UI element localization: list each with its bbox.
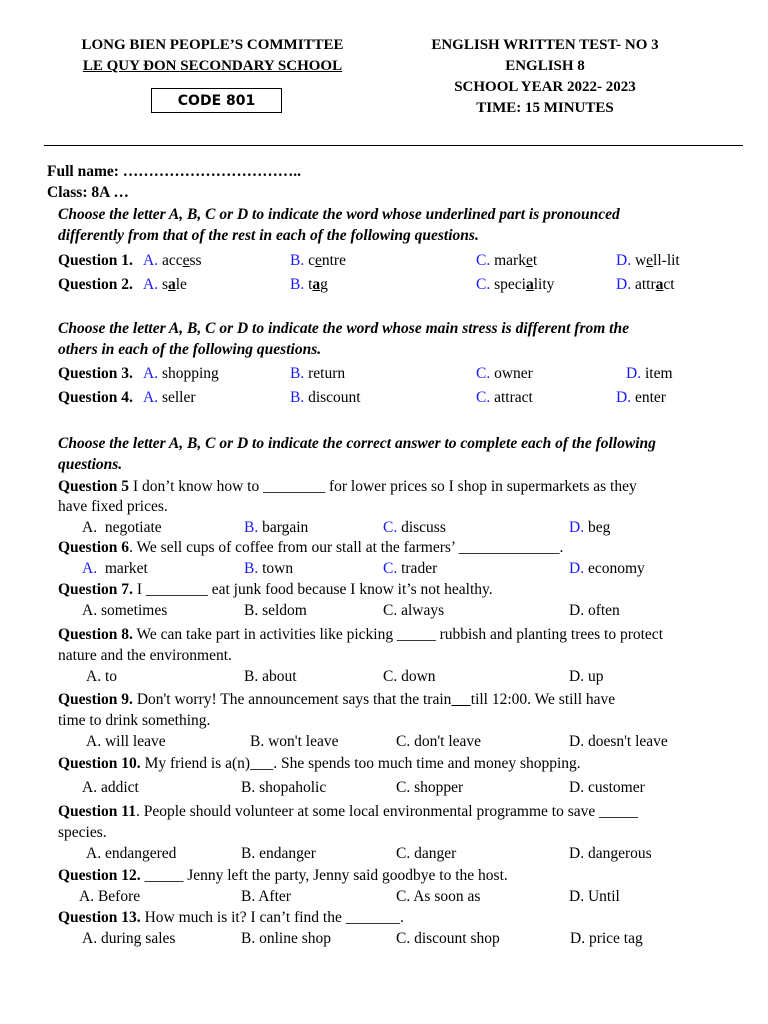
q8-option-c[interactable]: C. down [383,668,436,685]
q3-option-b[interactable]: B. return [290,365,346,382]
q10-option-d[interactable]: D. customer [569,779,645,796]
q5-option-b[interactable]: B. bargain [244,519,309,536]
q12-option-b[interactable]: B. After [241,888,291,905]
q7-option-b[interactable]: B. seldom [244,602,307,619]
q3-option-d[interactable]: D. item [626,365,673,382]
question-6-stem: Question 6. We sell cups of coffee from our stall at the farmers’ _____________. [58,539,564,556]
q9-option-d[interactable]: D. doesn't leave [569,733,668,750]
q3-option-c[interactable]: C. owner [476,365,533,382]
question-5-stem-cont: have fixed prices. [58,498,168,515]
q11-option-d[interactable]: D. dangerous [569,845,652,862]
instruction-completion: Choose the letter A, B, C or D to indicate the correct answer to complete each of the following questions. [58,435,656,473]
question-11-stem-cont: species. [58,824,107,841]
q4-option-b[interactable]: B. discount [290,389,361,406]
q13-option-b[interactable]: B. online shop [241,930,331,947]
q11-option-b[interactable]: B. endanger [241,845,316,862]
q4-option-c[interactable]: C. attract [476,389,533,406]
q1-option-c[interactable]: C. market [476,252,538,269]
question-9-stem-cont: time to drink something. [58,712,211,729]
q9-blank[interactable] [451,691,470,708]
question-10-stem: Question 10. My friend is a(n)___. She spends too much time and money shopping. [58,755,581,772]
q1-option-b[interactable]: B. centre [290,252,346,269]
q5-option-a[interactable]: A. negotiate [82,519,162,536]
q6-option-d[interactable]: D. economy [569,560,645,577]
q6-option-c[interactable]: C. trader [383,560,438,577]
full-name-field: Full name: …………………………….. [47,163,302,180]
q12-option-d[interactable]: D. Until [569,888,620,905]
question-7-stem: Question 7. I ________ eat junk food because I know it’s not healthy. [58,581,493,598]
q8-option-b[interactable]: B. about [244,668,297,685]
q12-option-a[interactable]: A. Before [79,888,141,905]
question-9-stem: Question 9. Don't worry! The announcement says that the train till 12:00. We still have [58,691,616,708]
committee-name: LONG BIEN PEOPLE’S COMMITTEE [81,37,344,53]
q4-option-a[interactable]: A. seller [143,389,196,406]
q2-option-c[interactable]: C. speciality [476,276,555,293]
q4-option-d[interactable]: D. enter [616,389,666,406]
q9-option-a[interactable]: A. will leave [86,733,166,750]
time-limit: TIME: 15 MINUTES [476,100,614,116]
q8-option-a[interactable]: A. to [86,668,117,685]
question-13-stem: Question 13. How much is it? I can’t find the _______. [58,909,404,926]
q10-option-a[interactable]: A. addict [82,779,139,796]
test-code-box: CODE 801 [151,88,282,113]
q6-option-b[interactable]: B. town [244,560,294,577]
q3-option-a[interactable]: A. shopping [143,365,219,382]
q9-option-c[interactable]: C. don't leave [396,733,482,750]
question-5-stem: Question 5 I don’t know how to ________ for lower prices so I shop in supermarkets as they [58,478,637,495]
q12-option-c[interactable]: C. As soon as [396,888,481,905]
school-header [40,35,385,77]
q10-option-b[interactable]: B. shopaholic [241,779,327,796]
instruction-pronunciation: Choose the letter A, B, C or D to indicate the word whose underlined part is pronounced differently from that of the rest in each of the following questions. [58,206,620,244]
q2-option-a[interactable]: A. sale [143,276,187,293]
question-12-stem: Question 12. _____ Jenny left the party, Jenny said goodbye to the host. [58,867,508,884]
question-4-label: Question 4. [58,389,133,406]
q13-option-d[interactable]: D. price tag [570,930,643,947]
q7-option-c[interactable]: C. always [383,602,445,619]
q11-option-c[interactable]: C. danger [396,845,457,862]
q2-option-b[interactable]: B. tag [290,276,328,293]
school-year: SCHOOL YEAR 2022- 2023 [454,79,636,95]
question-8-stem-cont: nature and the environment. [58,647,232,664]
q7-option-a[interactable]: A. sometimes [82,602,168,619]
q10-option-c[interactable]: C. shopper [396,779,464,796]
q1-option-d[interactable]: D. well-lit [616,252,680,269]
q8-option-d[interactable]: D. up [569,668,604,685]
q13-option-a[interactable]: A. during sales [82,930,176,947]
instruction-stress: Choose the letter A, B, C or D to indicate the word whose main stress is different from the others in each of the following questions. [58,320,629,358]
q13-option-c[interactable]: C. discount shop [396,930,500,947]
question-8-stem: Question 8. We can take part in activities like picking _____ rubbish and planting trees to protect [58,626,663,643]
q5-option-c[interactable]: C. discuss [383,519,446,536]
q11-option-a[interactable]: A. endangered [86,845,177,862]
header-divider [44,145,743,146]
q5-option-d[interactable]: D. beg [569,519,611,536]
question-11-stem: Question 11. People should volunteer at some local environmental programme to save _____ [58,803,638,820]
q2-option-d[interactable]: D. attract [616,276,675,293]
q1-option-a[interactable]: A. access [143,252,202,269]
q6-option-a[interactable]: A. market [82,560,148,577]
q9-option-b[interactable]: B. won't leave [250,733,339,750]
test-header [405,35,685,119]
question-2-label: Question 2. [58,276,133,293]
test-title: ENGLISH WRITTEN TEST- NO 3 [431,37,659,53]
question-1-label: Question 1. [58,252,133,269]
question-3-label: Question 3. [58,365,133,382]
q7-option-d[interactable]: D. often [569,602,620,619]
school-name: LE QUY ĐON SECONDARY SCHOOL [82,58,343,74]
class-field: Class: 8A … [47,184,129,201]
subject: ENGLISH 8 [505,58,585,74]
